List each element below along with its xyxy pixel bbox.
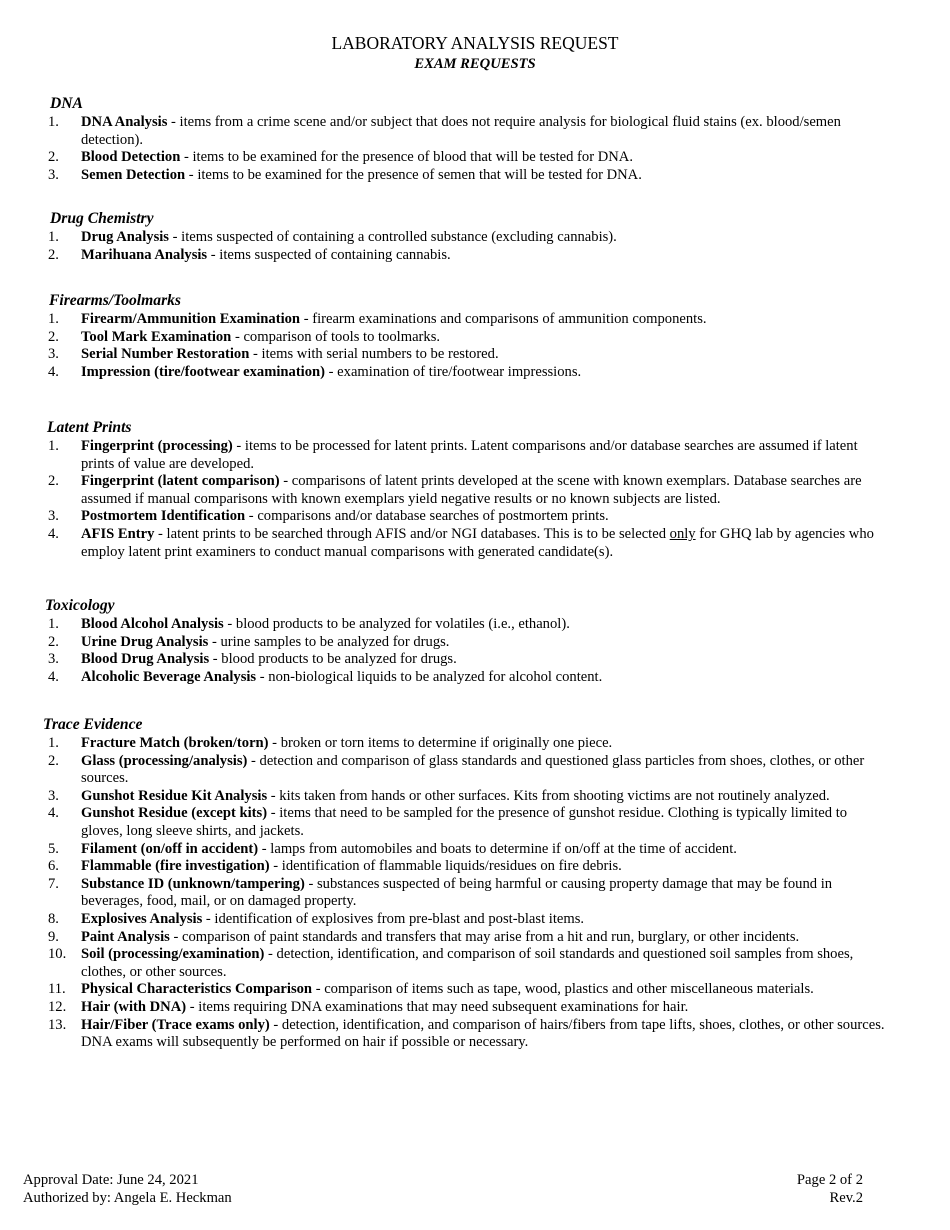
item-term: Blood Alcohol Analysis: [81, 616, 224, 632]
item-number: 7.: [48, 875, 59, 892]
item-term: Explosives Analysis: [81, 910, 203, 927]
item-term: Glass (processing/analysis): [81, 752, 248, 769]
item-description: - items from a crime scene and/or subject that does not require analysis for biological fluid stains (ex. blood/semen detection).: [81, 114, 841, 148]
list-item: [0, 346, 950, 364]
item-description: - substances suspected of being harmful or causing property damage that may be found in beverages, food, mail, or on damaged property.: [81, 875, 833, 910]
section-firearms-toolmarks: [0, 291, 950, 381]
item-number: 1.: [48, 735, 59, 751]
item-description: - comparisons and/or database searches of postmortem prints.: [245, 508, 609, 525]
item-description: - blood products to be analyzed for volatiles (i.e., ethanol).: [223, 616, 570, 632]
item-term: Substance ID (unknown/tampering): [81, 875, 305, 892]
list-item: [0, 651, 950, 669]
list-item: [0, 167, 950, 185]
section-dna: [0, 94, 950, 184]
item-term: Marihuana Analysis: [81, 246, 208, 263]
item-number: 11.: [48, 981, 66, 998]
item-term: Postmortem Identification: [81, 508, 246, 525]
section-drug-chemistry: [0, 209, 950, 264]
item-term: Firearm/Ammunition Examination: [81, 311, 301, 327]
item-number: 12.: [48, 998, 67, 1015]
item-number: 2.: [48, 328, 59, 345]
document-subtitle: EXAM REQUESTS: [414, 56, 536, 72]
item-description: - kits taken from hands or other surfaces. Kits from shooting victims are not routinely analyzed.: [267, 787, 830, 804]
list-item: [0, 247, 950, 265]
revision: Rev.2: [829, 1190, 863, 1206]
list-item: [0, 753, 950, 788]
item-term: Flammable (fire investigation): [81, 858, 270, 875]
section-title-firearms: Firearms/Toolmarks: [49, 292, 181, 309]
item-description: - comparison of tools to toolmarks.: [231, 328, 441, 345]
section-title-toxicology: Toxicology: [45, 597, 115, 614]
list-item: [0, 669, 950, 687]
document-title: LABORATORY ANALYSIS REQUEST: [331, 33, 619, 53]
item-term: Physical Characteristics Comparison: [81, 981, 313, 998]
item-number: 4.: [48, 525, 59, 542]
item-description: - comparison of paint standards and transfers that may arise from a hit and run, burglary, or other incidents.: [169, 928, 800, 945]
item-description: - comparison of items such as tape, wood, plastics and other miscellaneous materials.: [312, 981, 814, 998]
item-term: Blood Detection: [81, 149, 181, 166]
item-term: Gunshot Residue (except kits): [81, 805, 268, 822]
item-number: 2.: [48, 246, 59, 263]
item-description: - detection and comparison of glass standards and questioned glass particles from shoes, clothes, or other sources.: [81, 752, 865, 787]
item-term: Gunshot Residue Kit Analysis: [81, 787, 268, 804]
document-header: [0, 32, 950, 74]
item-number: 4.: [48, 363, 59, 380]
item-term: Fracture Match (broken/torn): [81, 735, 269, 751]
section-trace-evidence: [0, 715, 950, 1052]
list-item: [0, 364, 950, 382]
list-item: [0, 438, 950, 473]
item-number: 2.: [48, 149, 59, 166]
item-number: 1.: [48, 438, 59, 454]
item-number: 9.: [48, 928, 59, 945]
item-number: 1.: [48, 311, 59, 327]
section-title-latent-prints: Latent Prints: [47, 419, 132, 436]
section-title-dna: DNA: [50, 95, 83, 112]
item-description: for GHQ lab by agencies who employ latent print examiners to conduct manual comparisons with generated candidate(s).: [81, 525, 874, 560]
list-item: [0, 911, 950, 929]
item-term: Fingerprint (latent comparison): [81, 473, 280, 490]
item-term: Fingerprint (processing): [81, 438, 233, 454]
item-number: 2.: [48, 633, 59, 650]
item-number: 1.: [48, 114, 59, 130]
section-title-drug-chemistry: Drug Chemistry: [50, 210, 154, 227]
item-term: Drug Analysis: [81, 229, 169, 245]
item-term: Soil (processing/examination): [81, 946, 265, 963]
list-item: [0, 981, 950, 999]
item-term: Impression (tire/footwear examination): [81, 363, 326, 380]
item-description: - items suspected of containing cannabis.: [207, 246, 451, 263]
list-item: [0, 841, 950, 859]
approval-date: Approval Date: June 24, 2021: [23, 1172, 199, 1188]
item-number: 6.: [48, 858, 59, 875]
item-description: - non-biological liquids to be analyzed for alcohol content.: [256, 668, 603, 685]
item-description: - items with serial numbers to be restored.: [249, 346, 499, 363]
list-item: [0, 229, 950, 247]
item-number: 2.: [48, 473, 59, 490]
item-term: Serial Number Restoration: [81, 346, 250, 363]
item-number: 5.: [48, 840, 59, 857]
item-term: Alcoholic Beverage Analysis: [81, 668, 257, 685]
list-item: [0, 946, 950, 981]
list-item: [0, 805, 950, 840]
list-item: [0, 929, 950, 947]
item-description-emphasis: only: [669, 525, 696, 542]
list-item: [0, 329, 950, 347]
item-number: 1.: [48, 616, 59, 632]
item-term: Tool Mark Examination: [81, 328, 232, 345]
item-number: 3.: [48, 166, 59, 183]
list-item: [0, 858, 950, 876]
list-item: [0, 634, 950, 652]
item-term: Semen Detection: [81, 166, 186, 183]
item-number: 4.: [48, 805, 59, 822]
item-description: - items requiring DNA examinations that may need subsequent examinations for hair.: [186, 998, 689, 1015]
item-number: 3.: [48, 651, 59, 668]
list-item: [0, 616, 950, 634]
item-number: 1.: [48, 229, 59, 245]
list-item: [0, 999, 950, 1017]
item-number: 4.: [48, 668, 59, 685]
list-item: [0, 1017, 950, 1052]
item-description: - detection, identification, and comparison of soil standards and questioned soil samples from shoes, clothes, or other sources.: [81, 946, 854, 980]
list-item: [0, 149, 950, 167]
item-description: - identification of explosives from pre-blast and post-blast items.: [202, 910, 585, 927]
list-item: [0, 788, 950, 806]
item-term: Urine Drug Analysis: [81, 633, 209, 650]
list-item: [0, 526, 950, 561]
item-description: - comparisons of latent prints developed at the scene with known exemplars. Database searches are assumed if manual comparisons with known exemplars yield negative results or no known subjects are listed.: [81, 473, 862, 507]
item-description: - firearm examinations and comparisons of ammunition components.: [300, 311, 707, 327]
item-number: 3.: [48, 787, 59, 804]
item-description: - items suspected of containing a controlled substance (excluding cannabis).: [169, 229, 617, 245]
item-description: - examination of tire/footwear impressions.: [325, 363, 582, 380]
item-term: Hair (with DNA): [81, 998, 187, 1015]
item-description: - identification of flammable liquids/residues on fire debris.: [269, 858, 622, 875]
item-number: 3.: [48, 346, 59, 363]
item-description: - latent prints to be searched through AFIS and/or NGI databases. This is to be selected: [154, 525, 670, 542]
footer-page-info: [797, 1171, 863, 1207]
list-item: [0, 311, 950, 329]
list-item: [0, 735, 950, 753]
item-description: - blood products to be analyzed for drugs.: [209, 651, 457, 668]
item-number: 2.: [48, 752, 59, 769]
item-term: Hair/Fiber (Trace exams only): [81, 1016, 270, 1033]
item-description: - items to be examined for the presence of semen that will be tested for DNA.: [185, 166, 642, 183]
item-term: Blood Drug Analysis: [81, 651, 210, 668]
list-item: [0, 876, 950, 911]
footer-approval: [23, 1171, 232, 1207]
item-description: - items that need to be sampled for the presence of gunshot residue. Clothing is typically limited to gloves, long sleeve shirts, and jackets.: [81, 805, 848, 839]
item-term: DNA Analysis: [81, 114, 168, 130]
list-item: [0, 473, 950, 508]
item-description: - detection, identification, and comparison of hairs/fibers from tape lifts, shoes, clothes, or other sources. DNA exams will subsequently be performed on hair if possible or necessary.: [81, 1016, 885, 1051]
section-toxicology: [0, 596, 950, 686]
authorized-by: Authorized by: Angela E. Heckman: [23, 1190, 232, 1206]
section-title-trace-evidence: Trace Evidence: [43, 716, 143, 733]
item-description: - items to be examined for the presence of blood that will be tested for DNA.: [180, 149, 633, 166]
item-number: 13.: [48, 1016, 67, 1033]
item-term: AFIS Entry: [81, 525, 155, 542]
item-description: - lamps from automobiles and boats to determine if on/off at the time of accident.: [258, 840, 737, 857]
item-description: - broken or torn items to determine if originally one piece.: [268, 735, 613, 751]
item-number: 10.: [48, 946, 67, 963]
list-item: [0, 508, 950, 526]
item-number: 8.: [48, 910, 59, 927]
item-description: - urine samples to be analyzed for drugs.: [208, 633, 450, 650]
item-description: - items to be processed for latent prints. Latent comparisons and/or database searches are assumed if latent prints of value are developed.: [81, 438, 858, 472]
item-number: 3.: [48, 508, 59, 525]
item-term: Paint Analysis: [81, 928, 170, 945]
page-number: Page 2 of 2: [796, 1172, 863, 1188]
section-latent-prints: [0, 418, 950, 561]
item-term: Filament (on/off in accident): [81, 840, 259, 857]
list-item: [0, 114, 950, 149]
